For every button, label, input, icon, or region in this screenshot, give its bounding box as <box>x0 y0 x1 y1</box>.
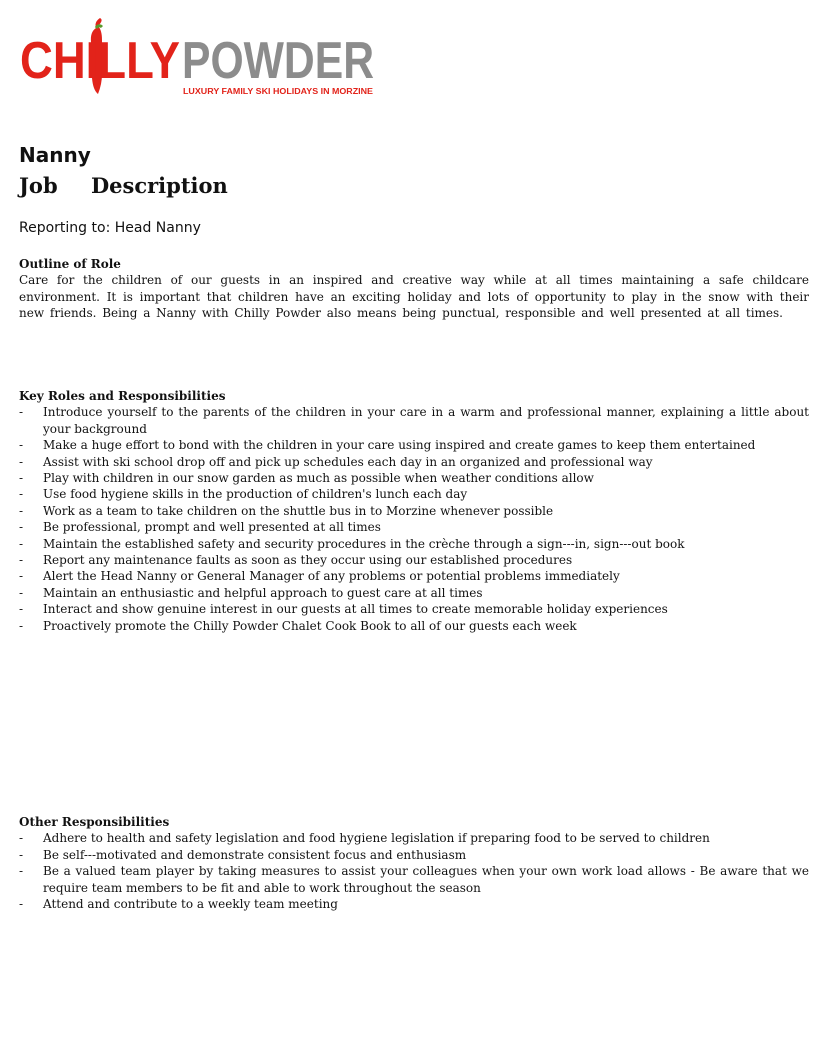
bullet-dash: - <box>19 569 24 584</box>
bullet-dash: - <box>19 585 24 600</box>
key-role-item <box>19 585 809 601</box>
bullet-dash: - <box>19 602 24 617</box>
bullet-dash: - <box>19 503 24 518</box>
key-role-item-text: Interact and show genuine interest in our guests at all times to create memorable holiday experiences <box>43 602 668 617</box>
key-role-item <box>19 568 809 584</box>
key-role-item-text: Maintain the established safety and security procedures in the crèche through a sign---in, sign---out book <box>43 536 685 551</box>
other-heading: Other Responsibilities <box>19 815 170 829</box>
key-role-item-text: Be professional, prompt and well presented at all times <box>43 520 381 535</box>
key-role-item-text: Report any maintenance faults as soon as they occur using our established procedures <box>43 553 573 568</box>
bullet-dash: - <box>19 520 24 535</box>
bullet-dash: - <box>19 536 24 551</box>
bullet-dash: - <box>19 471 24 486</box>
key-role-item-text: Make a huge effort to bond with the children in your care using inspired and create games to keep them entertained <box>43 438 756 453</box>
outline-heading: Outline of Role <box>19 257 121 271</box>
key-roles-list <box>19 404 809 634</box>
page-subtitle: Job Description <box>19 173 228 198</box>
key-role-item <box>19 404 809 437</box>
key-roles-section <box>19 388 809 634</box>
page-title: Nanny <box>19 143 91 167</box>
key-role-item-text: Use food hygiene skills in the production of children's lunch each day <box>43 487 468 502</box>
key-role-item <box>19 552 809 568</box>
bullet-dash: - <box>19 454 24 469</box>
bullet-dash: - <box>19 405 24 420</box>
key-role-item <box>19 470 809 486</box>
outline-section <box>19 256 809 322</box>
bullet-dash: - <box>19 897 24 912</box>
other-responsibility-item <box>19 863 809 896</box>
other-responsibility-item <box>19 830 809 846</box>
key-role-item-text: Assist with ski school drop off and pick up schedules each day in an organized and professional way <box>43 454 653 469</box>
bullet-dash: - <box>19 847 24 862</box>
reporting-line: Reporting to: Head Nanny <box>19 220 201 236</box>
bullet-dash: - <box>19 864 24 879</box>
bullet-dash: - <box>19 487 24 502</box>
logo-brand-chilly: CHILLY <box>20 32 180 90</box>
key-role-item <box>19 618 809 634</box>
outline-text: Care for the children of our guests in an inspired and creative way while at all times maintaining a safe childcare environment. It is important that children have an exciting holiday and lots of opportunity to play in the snow with their new friends. Being a Nanny with Chilly Powder also means being punctual, responsible and well presented at all times. <box>19 273 809 321</box>
other-responsibilities-list <box>19 830 809 912</box>
key-role-item <box>19 503 809 519</box>
key-role-item-text: Proactively promote the Chilly Powder Chalet Cook Book to all of our guests each week <box>43 618 577 633</box>
key-role-item <box>19 486 809 502</box>
key-role-item <box>19 454 809 470</box>
key-role-item <box>19 519 809 535</box>
bullet-dash: - <box>19 438 24 453</box>
key-role-item-text: Alert the Head Nanny or General Manager of any problems or potential problems immediately <box>43 569 620 584</box>
key-role-item-text: Work as a team to take children on the shuttle bus in to Morzine whenever possible <box>43 503 554 518</box>
logo-tagline: LUXURY FAMILY SKI HOLIDAYS IN MORZINE <box>183 86 374 96</box>
other-responsibility-item-text: Be self---motivated and demonstrate consistent focus and enthusiasm <box>43 847 467 862</box>
other-responsibility-item <box>19 896 809 912</box>
key-role-item-text: Introduce yourself to the parents of the children in your care in a warm and professional manner, explaining a little about your background <box>43 405 809 436</box>
other-responsibility-item-text: Attend and contribute to a weekly team meeting <box>43 897 338 912</box>
other-section <box>19 814 809 912</box>
logo-brand-powder: POWDER <box>182 32 374 90</box>
key-role-item-text: Play with children in our snow garden as much as possible when weather conditions allow <box>43 471 594 486</box>
bullet-dash: - <box>19 618 24 633</box>
other-responsibility-item <box>19 847 809 863</box>
bullet-dash: - <box>19 553 24 568</box>
other-responsibility-item-text: Be a valued team player by taking measures to assist your colleagues when your own work load allows - Be aware that we require team members to be fit and able to work throughout the season <box>43 864 809 895</box>
key-roles-heading: Key Roles and Responsibilities <box>19 389 226 403</box>
key-role-item <box>19 437 809 453</box>
key-role-item-text: Maintain an enthusiastic and helpful approach to guest care at all times <box>43 585 483 600</box>
key-role-item <box>19 601 809 617</box>
bullet-dash: - <box>19 831 24 846</box>
chilly-powder-logo <box>20 18 380 100</box>
key-role-item <box>19 536 809 552</box>
other-responsibility-item-text: Adhere to health and safety legislation and food hygiene legislation if preparing food to be served to children <box>43 831 710 846</box>
logo-graphic <box>20 18 380 100</box>
